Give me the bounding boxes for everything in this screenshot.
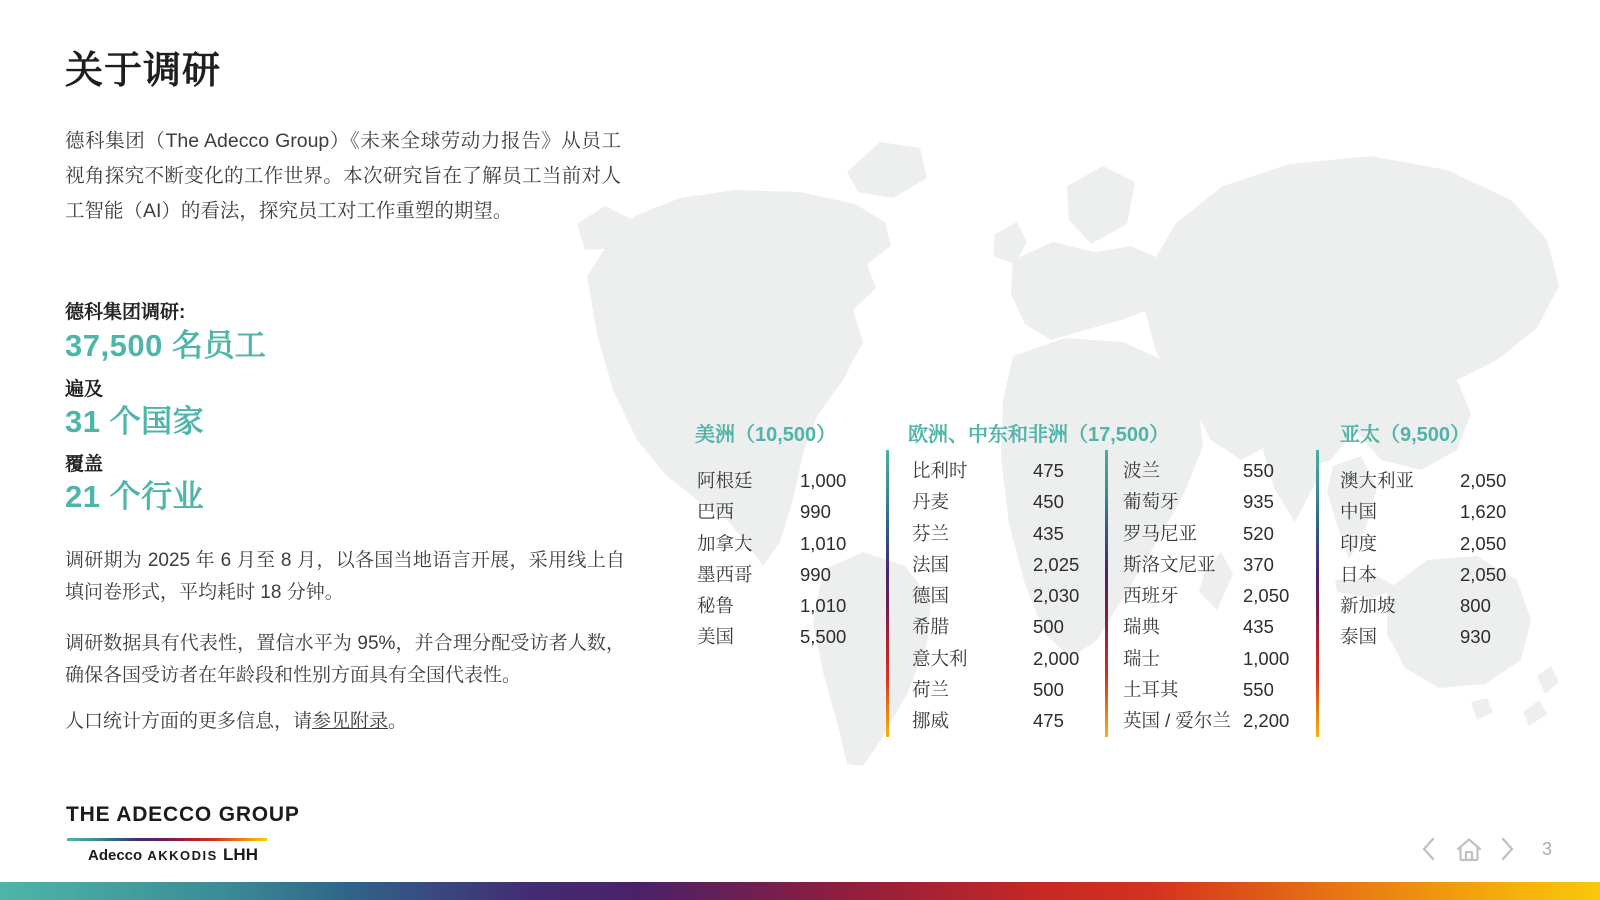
table-row bbox=[1123, 674, 1289, 705]
home-button[interactable] bbox=[1454, 835, 1484, 863]
table-row bbox=[697, 621, 846, 652]
country-label: 美国 bbox=[697, 626, 735, 648]
region-title-emea: 欧洲、中东和非洲（17,500） bbox=[908, 424, 1170, 446]
next-slide-button[interactable] bbox=[1500, 836, 1516, 862]
respondent-count: 1,620 bbox=[1460, 501, 1507, 523]
appendix-suffix: 。 bbox=[388, 711, 408, 732]
table-emea-right bbox=[1123, 455, 1289, 737]
country-label: 澳大利亚 bbox=[1340, 470, 1415, 491]
table-row bbox=[912, 455, 1079, 486]
home-icon bbox=[1454, 835, 1484, 863]
table-row bbox=[697, 559, 846, 590]
respondent-count: 1,000 bbox=[1243, 647, 1290, 669]
country-label: 瑞典 bbox=[1123, 616, 1161, 638]
country-label: 意大利 bbox=[912, 647, 968, 669]
table-row bbox=[1340, 496, 1506, 527]
respondent-count: 2,050 bbox=[1460, 470, 1507, 491]
table-row bbox=[912, 549, 1079, 580]
table-row bbox=[1340, 528, 1506, 559]
respondent-count: 435 bbox=[1033, 522, 1064, 544]
intro-paragraph: 德科集团（The Adecco Group）《未来全球劳动力报告》从员工视角探究不断变化的工作世界。本次研究旨在了解员工当前对人工智能（AI）的看法，探究员工对工作重塑的期望。 bbox=[65, 130, 621, 222]
page-title: 关于调研 bbox=[65, 50, 222, 92]
table-row bbox=[1340, 621, 1506, 652]
paragraph-appendix bbox=[65, 706, 625, 738]
table-row bbox=[912, 705, 1079, 736]
previous-slide-button[interactable] bbox=[1420, 836, 1436, 862]
country-label: 挪威 bbox=[912, 710, 950, 732]
respondent-count: 500 bbox=[1033, 616, 1064, 638]
stat-countries-value: 31 个国家 bbox=[65, 404, 205, 439]
table-row bbox=[1123, 643, 1289, 674]
region-title-americas: 美洲（10,500） bbox=[695, 424, 837, 446]
logo-gradient-underline bbox=[67, 838, 267, 841]
table-americas bbox=[697, 465, 846, 653]
table-row bbox=[1123, 580, 1289, 611]
country-label: 荷兰 bbox=[912, 679, 950, 701]
brand-gradient-bar bbox=[0, 882, 1600, 900]
respondent-count: 2,050 bbox=[1460, 563, 1507, 585]
country-label: 日本 bbox=[1340, 563, 1378, 585]
respondent-count: 935 bbox=[1243, 491, 1274, 513]
stat-countries-label: 遍及 bbox=[65, 379, 104, 400]
table-row bbox=[697, 528, 846, 559]
country-label: 德国 bbox=[912, 585, 950, 607]
paragraph-survey-period: 调研期为 2025 年 6 月至 8 月，以各国当地语言开展，采用线上自填问卷形式，平均耗时 18 分钟。 bbox=[65, 550, 625, 603]
table-row bbox=[1340, 590, 1506, 621]
appendix-link[interactable]: 参见附录 bbox=[312, 711, 389, 732]
respondent-count: 2,200 bbox=[1243, 710, 1290, 732]
respondent-count: 2,050 bbox=[1243, 585, 1290, 607]
stat-survey-value: 37,500 名员工 bbox=[65, 328, 267, 363]
country-label: 斯洛文尼亚 bbox=[1123, 553, 1216, 575]
table-apac bbox=[1340, 465, 1506, 653]
stat-industries-label: 覆盖 bbox=[65, 454, 104, 475]
country-label: 英国 / 爱尔兰 bbox=[1123, 710, 1231, 732]
lhh-logo: LHH bbox=[223, 845, 258, 864]
table-row bbox=[697, 590, 846, 621]
chevron-right-icon bbox=[1500, 836, 1516, 862]
table-row bbox=[697, 465, 846, 496]
country-label: 中国 bbox=[1340, 501, 1378, 523]
table-row bbox=[912, 674, 1079, 705]
adecco-group-logo: THE ADECCO GROUP bbox=[66, 803, 300, 826]
appendix-prefix: 人口统计方面的更多信息，请 bbox=[65, 711, 313, 732]
country-label: 波兰 bbox=[1123, 460, 1161, 481]
stat-industries-value: 21 个行业 bbox=[65, 479, 205, 514]
table-row bbox=[697, 496, 846, 527]
respondent-count: 1,000 bbox=[800, 470, 847, 491]
adecco-logo: Adecco bbox=[88, 847, 143, 864]
table-row bbox=[912, 580, 1079, 611]
country-label: 芬兰 bbox=[912, 522, 950, 544]
respondent-count: 1,010 bbox=[800, 595, 847, 617]
respondent-count: 520 bbox=[1243, 522, 1274, 544]
table-row bbox=[912, 611, 1079, 642]
country-label: 墨西哥 bbox=[697, 563, 753, 585]
table-row bbox=[1340, 465, 1506, 496]
slide-navigation bbox=[1420, 832, 1580, 866]
table-row bbox=[912, 643, 1079, 674]
table-row bbox=[1123, 455, 1289, 486]
brand-logos bbox=[88, 845, 258, 865]
respondent-count: 550 bbox=[1243, 679, 1274, 701]
akkodis-logo: AKKODIS bbox=[147, 848, 218, 863]
country-label: 巴西 bbox=[697, 501, 735, 523]
respondent-count: 990 bbox=[800, 501, 831, 523]
table-emea-left bbox=[912, 455, 1079, 737]
country-label: 泰国 bbox=[1340, 626, 1378, 648]
paragraph-representativeness: 调研数据具有代表性，置信水平为 95%，并合理分配受访者人数，确保各国受访者在年龄段和性别方面具有全国代表性。 bbox=[65, 633, 625, 686]
gradient-divider bbox=[1105, 450, 1108, 737]
country-label: 西班牙 bbox=[1123, 585, 1179, 607]
respondent-count: 550 bbox=[1243, 460, 1274, 481]
respondent-count: 1,010 bbox=[800, 532, 847, 554]
country-label: 加拿大 bbox=[697, 532, 753, 554]
country-label: 新加坡 bbox=[1340, 595, 1396, 617]
table-row bbox=[1123, 611, 1289, 642]
table-row bbox=[1340, 559, 1506, 590]
country-label: 法国 bbox=[912, 553, 950, 575]
respondent-count: 2,025 bbox=[1033, 553, 1080, 575]
country-label: 阿根廷 bbox=[697, 470, 753, 491]
respondent-count: 475 bbox=[1033, 710, 1064, 732]
table-row bbox=[1123, 518, 1289, 549]
country-label: 葡萄牙 bbox=[1123, 491, 1179, 513]
country-label: 希腊 bbox=[912, 616, 950, 638]
respondent-count: 5,500 bbox=[800, 626, 847, 648]
table-row bbox=[1123, 486, 1289, 517]
respondent-count: 450 bbox=[1033, 491, 1064, 513]
respondent-count: 2,000 bbox=[1033, 647, 1080, 669]
country-label: 比利时 bbox=[912, 460, 968, 481]
country-label: 秘鲁 bbox=[697, 595, 735, 617]
region-title-apac: 亚太（9,500） bbox=[1340, 424, 1471, 446]
respondent-count: 435 bbox=[1243, 616, 1274, 638]
table-row bbox=[912, 486, 1079, 517]
country-label: 土耳其 bbox=[1123, 679, 1179, 701]
respondent-count: 990 bbox=[800, 563, 831, 585]
respondent-count: 930 bbox=[1460, 626, 1491, 648]
respondent-count: 370 bbox=[1243, 553, 1274, 575]
respondent-count: 800 bbox=[1460, 595, 1491, 617]
respondent-count: 2,050 bbox=[1460, 532, 1507, 554]
respondent-count: 500 bbox=[1033, 679, 1064, 701]
gradient-divider bbox=[886, 450, 889, 737]
respondent-count: 475 bbox=[1033, 460, 1064, 481]
country-label: 丹麦 bbox=[912, 491, 950, 513]
table-row bbox=[1123, 705, 1289, 736]
table-row bbox=[912, 518, 1079, 549]
page-number: 3 bbox=[1542, 838, 1553, 859]
chevron-left-icon bbox=[1420, 836, 1436, 862]
respondent-count: 2,030 bbox=[1033, 585, 1080, 607]
country-label: 瑞士 bbox=[1123, 647, 1161, 669]
gradient-divider bbox=[1316, 450, 1319, 737]
country-label: 罗马尼亚 bbox=[1123, 522, 1198, 544]
country-label: 印度 bbox=[1340, 532, 1378, 554]
table-row bbox=[1123, 549, 1289, 580]
stat-survey-label: 德科集团调研: bbox=[65, 302, 186, 323]
